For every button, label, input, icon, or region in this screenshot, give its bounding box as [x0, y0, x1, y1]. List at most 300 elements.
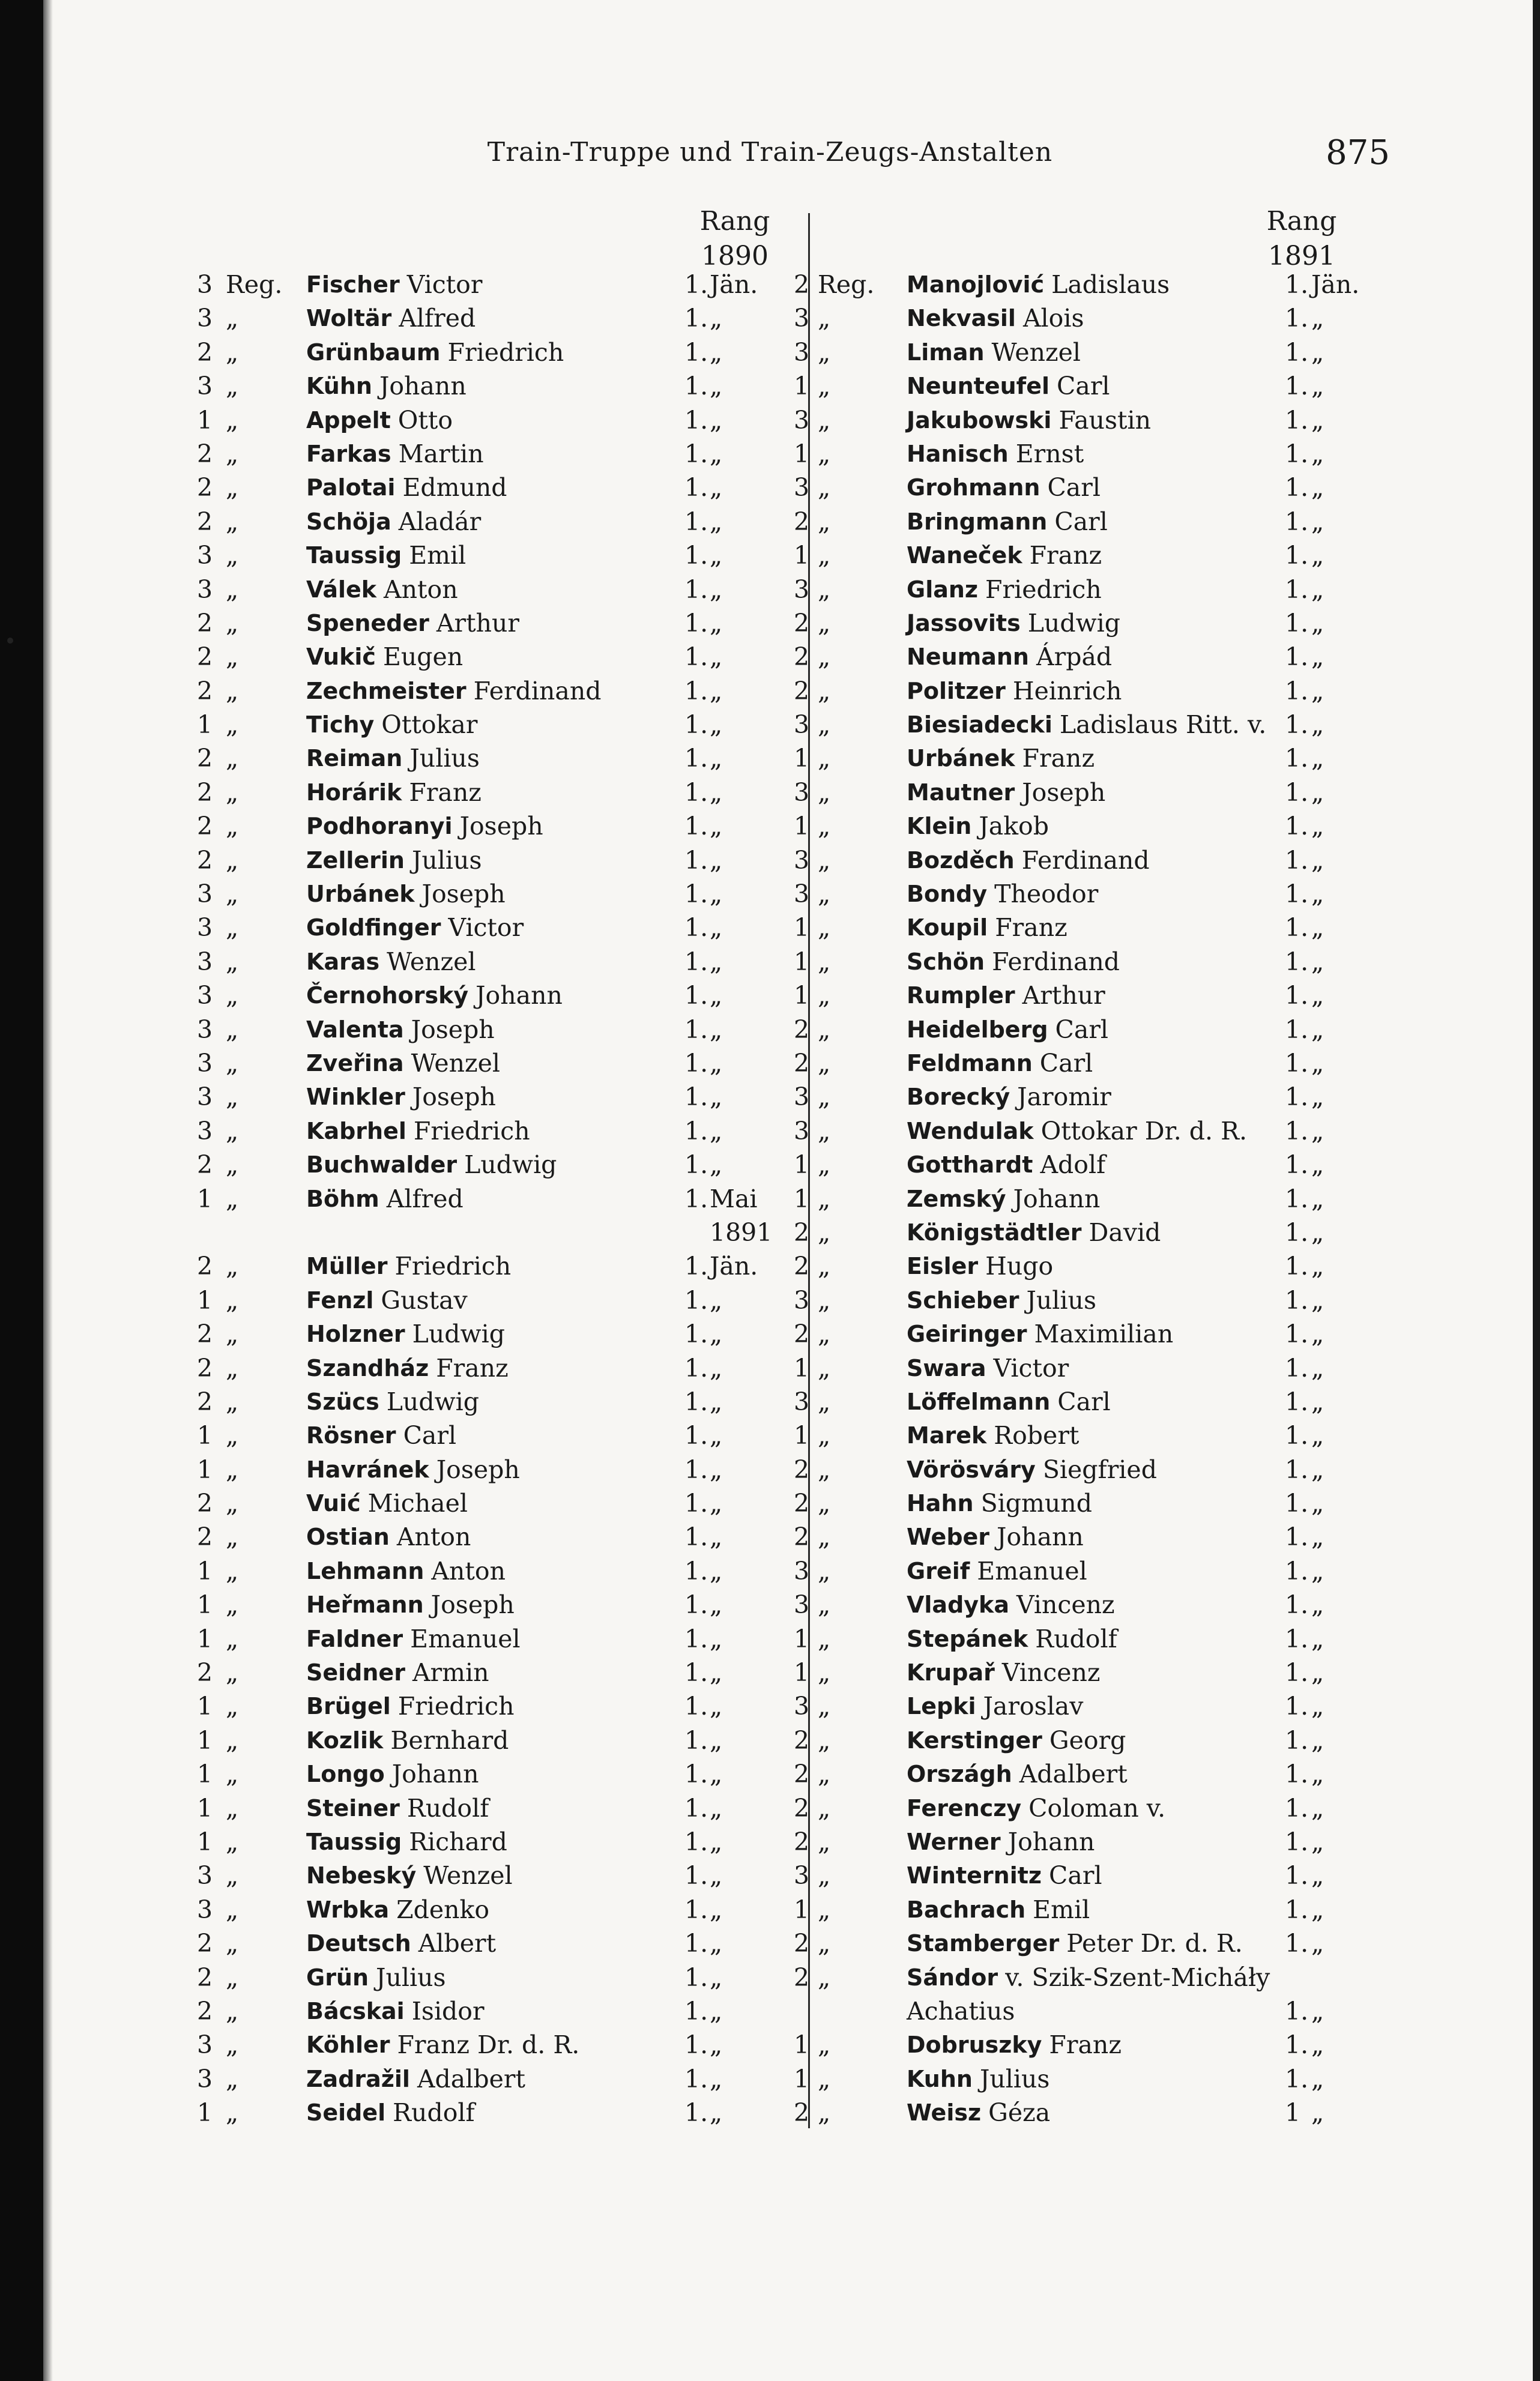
regiment-abbrev: „: [226, 913, 239, 943]
officer-given-name: Coloman v.: [1028, 1793, 1166, 1823]
officer-surname: Köhler: [306, 2032, 390, 2059]
rank-month: „: [1311, 1725, 1324, 1755]
regiment-abbrev: „: [818, 642, 831, 672]
regiment-abbrev: „: [818, 1184, 831, 1213]
rank-month: „: [1311, 1353, 1324, 1383]
officer-given-name: Anton: [396, 1522, 471, 1552]
officer-given-name: Julius: [1026, 1285, 1096, 1315]
officer-given-name: Alfred: [399, 304, 476, 333]
regiment-number: 1: [197, 1184, 213, 1213]
officer-given-name: Ernst: [1015, 439, 1084, 468]
officer-surname: Werner: [907, 1828, 1001, 1855]
regiment-number: 2: [794, 642, 810, 672]
officer-surname: Eisler: [907, 1253, 979, 1280]
rank-day: 1.: [684, 2030, 708, 2060]
officer-surname: Hahn: [907, 1490, 974, 1517]
regiment-abbrev: „: [226, 1285, 239, 1315]
rank-month: „: [710, 1556, 723, 1586]
officer-given-name: Edmund: [402, 473, 507, 502]
rank-day: 1.: [1285, 710, 1309, 740]
officer-surname: Wrbka: [306, 1896, 390, 1923]
regiment-abbrev: „: [818, 947, 831, 976]
regiment-abbrev: „: [818, 1421, 831, 1450]
regiment-number: 2: [197, 1252, 213, 1281]
officer-surname: Nekvasil: [907, 305, 1016, 332]
rank-month: „: [710, 608, 723, 638]
officer-given-name: Carl: [403, 1421, 457, 1450]
rank-month: „: [1311, 777, 1324, 807]
regiment-abbrev: „: [818, 1252, 831, 1281]
regiment-number: 1: [197, 1793, 213, 1823]
regiment-abbrev: „: [226, 473, 239, 502]
regiment-abbrev: „: [226, 2098, 239, 2128]
regiment-number: 1: [794, 1353, 810, 1383]
officer-surname: Bringmann: [907, 508, 1048, 535]
regiment-abbrev: „: [818, 575, 831, 604]
regiment-number: 1: [794, 744, 810, 773]
regiment-number: 2: [197, 1522, 213, 1552]
regiment-number: 2: [197, 777, 213, 807]
officer-surname: Taussig: [306, 1828, 402, 1855]
rank-day: 1.: [684, 507, 708, 536]
rank-month: „: [710, 1996, 723, 2026]
rank-month: „: [1311, 710, 1324, 740]
regiment-abbrev: „: [818, 1725, 831, 1755]
officer-surname: Faldner: [306, 1625, 403, 1652]
regiment-number: 2: [197, 744, 213, 773]
regiment-abbrev: „: [226, 710, 239, 740]
rank-day: 1.: [684, 1522, 708, 1552]
officer-given-name: v. Szik-Szent-Micháły: [1005, 1963, 1270, 1992]
regiment-number: 2: [197, 608, 213, 638]
officer-surname: Marek: [907, 1422, 987, 1449]
officer-given-name: Emanuel: [410, 1624, 521, 1653]
officer-given-name: Siegfried: [1042, 1455, 1157, 1484]
regiment-abbrev: „: [226, 541, 239, 570]
officer-surname: Zemský: [907, 1185, 1006, 1212]
rank-day: 1.: [1285, 981, 1309, 1010]
regiment-abbrev: „: [818, 1861, 831, 1891]
regiment-abbrev: „: [818, 2064, 831, 2093]
regiment-abbrev: „: [226, 1522, 239, 1552]
officer-surname: Vukič: [306, 644, 376, 671]
officer-given-name: Johann: [997, 1522, 1084, 1552]
rank-month: „: [710, 1590, 723, 1620]
regiment-number: 3: [197, 575, 213, 604]
rank-day: 1.: [1285, 676, 1309, 705]
rank-day: 1.: [684, 439, 708, 468]
rank-day: 1.: [684, 1320, 708, 1349]
officer-surname: Rumpler: [907, 982, 1015, 1009]
officer-surname: Biesiadecki: [907, 711, 1052, 738]
regiment-number: 2: [197, 845, 213, 875]
officer-surname: Jakubowski: [907, 406, 1052, 433]
officer-surname: Weisz: [907, 2099, 982, 2126]
officer-surname: Farkas: [306, 440, 391, 467]
regiment-number: 3: [794, 880, 810, 909]
officer-surname: Zveřina: [306, 1049, 404, 1076]
regiment-number: 1: [197, 405, 213, 435]
officer-given-name: Julius: [411, 845, 482, 875]
regiment-number: 3: [197, 1861, 213, 1891]
regiment-abbrev: „: [226, 575, 239, 604]
rank-day: 1.: [1285, 1489, 1309, 1518]
rank-month: „: [1311, 507, 1324, 536]
rank-day: 1.: [1285, 608, 1309, 638]
regiment-number: 3: [794, 1692, 810, 1721]
officer-surname: Goldfinger: [306, 914, 441, 941]
regiment-number: 3: [197, 2030, 213, 2060]
regiment-number: 2: [197, 1150, 213, 1180]
rank-day: 1.: [1285, 1150, 1309, 1180]
regiment-abbrev: „: [226, 744, 239, 773]
rank-month: „: [710, 304, 723, 333]
rank-day: 1.: [1285, 1285, 1309, 1315]
officer-surname: Buchwalder: [306, 1151, 457, 1178]
officer-given-name: Arthur: [1022, 981, 1105, 1010]
regiment-number: 2: [197, 1489, 213, 1518]
officer-surname: Mautner: [907, 779, 1015, 806]
rank-day: 1.: [1285, 405, 1309, 435]
regiment-number: 3: [197, 541, 213, 570]
officer-given-name: Carl: [1039, 1048, 1093, 1078]
officer-surname: Kozlik: [306, 1727, 384, 1754]
regiment-number: 3: [794, 1285, 810, 1315]
rank-month: „: [710, 541, 723, 570]
officer-given-name: Vincenz: [1001, 1658, 1101, 1688]
spine-gradient: [43, 0, 53, 2381]
regiment-abbrev: „: [226, 981, 239, 1010]
officer-surname: Schieber: [907, 1287, 1019, 1314]
regiment-number: 1: [197, 2098, 213, 2128]
officer-surname: Zechmeister: [306, 677, 467, 704]
officer-given-name: Julius: [409, 744, 480, 773]
regiment-abbrev: „: [818, 1827, 831, 1856]
rank-month: „: [710, 1658, 723, 1688]
officer-given-name: Faustin: [1058, 405, 1151, 435]
rank-day: 1.: [1285, 947, 1309, 976]
rank-month: „: [1311, 1048, 1324, 1078]
rank-month: „: [1311, 1387, 1324, 1416]
rank-day: 1.: [1285, 1082, 1309, 1112]
officer-given-name: Géza: [988, 2098, 1051, 2128]
officer-surname: Böhm: [306, 1185, 379, 1212]
rank-month: „: [710, 676, 723, 705]
rank-day: 1.: [1285, 1692, 1309, 1721]
rank-month: Jän.: [710, 1252, 758, 1281]
rank-month: „: [1311, 1895, 1324, 1924]
rank-month: „: [1311, 575, 1324, 604]
regiment-abbrev: „: [818, 372, 831, 401]
regiment-abbrev: „: [818, 1929, 831, 1958]
regiment-abbrev: „: [226, 1353, 239, 1383]
regiment-abbrev: „: [226, 1692, 239, 1721]
rank-day: 1.: [1285, 1320, 1309, 1349]
regiment-number: 3: [197, 947, 213, 976]
rank-day: 1.: [684, 372, 708, 401]
regiment-number: 1: [197, 1556, 213, 1586]
officer-given-name: Carl: [1047, 473, 1101, 502]
regiment-number: 2: [794, 1793, 810, 1823]
regiment-number: 3: [197, 1895, 213, 1924]
officer-given-name: Rudolf: [406, 1793, 489, 1823]
right-rang-label: Rang: [1266, 206, 1337, 237]
officer-surname: Černohorský: [306, 982, 469, 1009]
regiment-abbrev: „: [226, 1827, 239, 1856]
officer-surname: Válek: [306, 576, 377, 603]
rank-day: 1.: [1285, 642, 1309, 672]
regiment-number: 1: [794, 812, 810, 841]
regiment-abbrev: „: [226, 1793, 239, 1823]
officer-given-name: Carl: [1057, 372, 1110, 401]
rank-day: 1.: [684, 1827, 708, 1856]
rank-day: 1.: [1285, 304, 1309, 333]
officer-given-name: Franz: [1049, 2030, 1122, 2060]
officer-given-name: Joseph: [412, 1082, 496, 1112]
officer-surname: Waneček: [907, 542, 1022, 569]
regiment-abbrev: „: [818, 1895, 831, 1924]
rank-day: 1.: [684, 1861, 708, 1891]
regiment-abbrev: „: [226, 1048, 239, 1078]
officer-given-name: Adalbert: [417, 2064, 525, 2093]
regiment-number: 2: [794, 1760, 810, 1789]
rank-month: „: [710, 1760, 723, 1789]
rank-month: „: [1311, 1218, 1324, 1247]
rank-month: „: [710, 947, 723, 976]
officer-surname: Bachrach: [907, 1896, 1026, 1923]
officer-given-name: Franz Dr. d. R.: [397, 2030, 580, 2060]
rank-month: „: [710, 2098, 723, 2128]
officer-given-name: Adolf: [1040, 1150, 1106, 1180]
regiment-abbrev: „: [226, 1760, 239, 1789]
officer-given-name: Julius: [376, 1963, 446, 1992]
rank-day: 1.: [1285, 812, 1309, 841]
officer-given-name: Franz: [1022, 744, 1095, 773]
officer-surname: Ferenczy: [907, 1794, 1022, 1821]
regiment-number: 1: [197, 1692, 213, 1721]
officer-surname: Hanisch: [907, 440, 1009, 467]
rank-month: „: [1311, 1522, 1324, 1552]
officer-surname: Stamberger: [907, 1930, 1060, 1957]
officer-surname: Feldmann: [907, 1049, 1033, 1076]
rank-day: 1.: [684, 1150, 708, 1180]
officer-surname: Reiman: [306, 745, 403, 772]
officer-given-name: Vincenz: [1016, 1590, 1115, 1620]
rank-day: 1.: [1285, 1658, 1309, 1688]
officer-surname: Jassovits: [907, 609, 1021, 636]
regiment-abbrev: „: [818, 1218, 831, 1247]
regiment-abbrev: „: [818, 507, 831, 536]
rank-month: „: [1311, 1184, 1324, 1213]
officer-given-name: Victor: [993, 1353, 1069, 1383]
regiment-number: 3: [197, 981, 213, 1010]
regiment-abbrev: „: [818, 1963, 831, 1992]
regiment-abbrev: „: [226, 1015, 239, 1044]
regiment-number: 2: [794, 1929, 810, 1958]
rank-month: „: [1311, 608, 1324, 638]
rank-day: 1.: [684, 676, 708, 705]
officer-given-name: Ladislaus: [1051, 270, 1170, 299]
officer-given-name: Richard: [409, 1827, 507, 1856]
rank-month: „: [710, 1387, 723, 1416]
officer-given-name: Johann: [379, 372, 467, 401]
rank-day: 1.: [684, 913, 708, 943]
rank-day: 1.: [1285, 1048, 1309, 1078]
rank-month: „: [1311, 981, 1324, 1010]
regiment-number: 2: [197, 1353, 213, 1383]
regiment-abbrev: „: [226, 439, 239, 468]
regiment-abbrev: „: [226, 1658, 239, 1688]
regiment-abbrev: „: [226, 947, 239, 976]
rank-month: „: [710, 642, 723, 672]
regiment-number: 3: [197, 1015, 213, 1044]
rank-month: „: [1311, 1150, 1324, 1180]
regiment-number: 2: [794, 1218, 810, 1247]
regiment-abbrev: „: [226, 337, 239, 367]
regiment-abbrev: „: [226, 608, 239, 638]
rank-month: „: [710, 1320, 723, 1349]
regiment-abbrev: „: [818, 2030, 831, 2060]
officer-given-name: Theodor: [994, 880, 1099, 909]
rank-day: 1.: [684, 1455, 708, 1484]
officer-given-name: Friedrich: [413, 1116, 530, 1145]
rank-month: „: [1311, 947, 1324, 976]
officer-given-name: Wenzel: [411, 1048, 501, 1078]
rank-day: 1.: [1285, 507, 1309, 536]
officer-given-name: Franz: [1029, 541, 1102, 570]
regiment-abbrev: „: [226, 405, 239, 435]
regiment-number: 3: [197, 304, 213, 333]
officer-given-name: Michael: [367, 1489, 468, 1518]
rank-month: „: [1311, 2098, 1324, 2128]
regiment-abbrev: „: [226, 1116, 239, 1145]
rank-month: „: [710, 439, 723, 468]
officer-surname: Koupil: [907, 914, 988, 941]
rank-day: 1.: [1285, 1861, 1309, 1891]
rank-day: 1.: [1285, 337, 1309, 367]
regiment-abbrev: „: [818, 1522, 831, 1552]
officer-surname: Vuić: [306, 1490, 361, 1517]
regiment-abbrev: „: [226, 1861, 239, 1891]
regiment-number: 2: [197, 1929, 213, 1958]
regiment-abbrev: „: [226, 1590, 239, 1620]
officer-surname: Podhoranyi: [306, 813, 453, 840]
regiment-abbrev: „: [818, 1692, 831, 1721]
officer-surname: Bácskai: [306, 1997, 405, 2024]
officer-surname: Horárik: [306, 779, 402, 806]
rank-day: 1.: [1285, 845, 1309, 875]
regiment-number: 2: [794, 1963, 810, 1992]
right-rang-header: [1254, 204, 1350, 274]
officer-surname: Palotai: [306, 474, 396, 501]
rank-day: 1.: [684, 1929, 708, 1958]
officer-given-name: Emil: [1033, 1895, 1090, 1924]
regiment-number: 1: [794, 913, 810, 943]
rank-month: „: [1311, 1455, 1324, 1484]
officer-given-name: Jakob: [979, 812, 1049, 841]
left-rang-header: [687, 204, 783, 274]
officer-surname: Krupař: [907, 1659, 995, 1686]
regiment-abbrev: „: [818, 880, 831, 909]
officer-surname: Löffelmann: [907, 1388, 1051, 1415]
rank-day: 1.: [684, 1116, 708, 1145]
officer-given-name: Ludwig: [386, 1387, 480, 1416]
officer-surname: Karas: [306, 948, 380, 975]
rank-month: „: [1311, 1252, 1324, 1281]
rank-month: „: [710, 337, 723, 367]
rank-month: „: [1311, 2030, 1324, 2060]
regiment-abbrev: „: [226, 1150, 239, 1180]
officer-surname: Dobruszky: [907, 2032, 1042, 2059]
officer-surname: Nebeský: [306, 1862, 417, 1889]
regiment-number: 2: [197, 337, 213, 367]
officer-surname: Fenzl: [306, 1287, 374, 1314]
rank-month: „: [710, 575, 723, 604]
rank-day: 1.: [1285, 744, 1309, 773]
rank-month: „: [1311, 1692, 1324, 1721]
regiment-number: 1: [197, 710, 213, 740]
regiment-abbrev: „: [818, 304, 831, 333]
regiment-abbrev: „: [226, 1184, 239, 1213]
officer-given-name: Peter Dr. d. R.: [1066, 1929, 1243, 1958]
regiment-number: 2: [197, 1658, 213, 1688]
officer-given-name: Joseph: [421, 880, 506, 909]
rank-month: „: [1311, 913, 1324, 943]
rank-day: 1.: [1285, 1252, 1309, 1281]
regiment-number: 1: [794, 439, 810, 468]
rank-day: 1.: [1285, 2064, 1309, 2093]
officer-given-name: Heinrich: [1012, 676, 1122, 705]
officer-given-name: Franz: [409, 777, 482, 807]
officer-given-name: Friedrich: [985, 575, 1102, 604]
rank-month: „: [1311, 1929, 1324, 1958]
regiment-number: 2: [794, 1522, 810, 1552]
margin-speck: [7, 638, 13, 644]
rank-month: „: [710, 1827, 723, 1856]
regiment-abbrev: „: [226, 642, 239, 672]
officer-given-name: Rudolf: [1035, 1624, 1117, 1653]
regiment-abbrev: „: [818, 337, 831, 367]
regiment-number: 3: [794, 304, 810, 333]
officer-given-name: Johann: [391, 1760, 479, 1789]
rank-day: 1.: [684, 845, 708, 875]
rank-day: 1.: [684, 2064, 708, 2093]
rank-day: 1.: [1285, 270, 1309, 299]
rank-day: 1.: [1285, 1353, 1309, 1383]
officer-surname: Tichy: [306, 711, 375, 738]
rank-month: „: [710, 1963, 723, 1992]
officer-surname: Glanz: [907, 576, 979, 603]
officer-given-name: Martin: [398, 439, 484, 468]
regiment-abbrev: „: [818, 1489, 831, 1518]
rank-day: 1.: [684, 981, 708, 1010]
officer-surname: Grohmann: [907, 474, 1040, 501]
officer-given-name: Isidor: [411, 1996, 485, 2026]
officer-surname: Heidelberg: [907, 1016, 1048, 1043]
officer-surname: Fischer: [306, 271, 400, 298]
regiment-abbrev: „: [226, 676, 239, 705]
officer-surname: Müller: [306, 1253, 388, 1280]
officer-given-name: Jaroslav: [983, 1692, 1084, 1721]
regiment-number: 3: [197, 1116, 213, 1145]
officer-given-name: Friedrich: [397, 1692, 515, 1721]
officer-given-name: Emil: [409, 541, 467, 570]
officer-surname: Holzner: [306, 1321, 405, 1348]
rank-day: 1.: [684, 1725, 708, 1755]
regiment-abbrev: „: [226, 1556, 239, 1586]
regiment-number: 1: [197, 1760, 213, 1789]
regiment-abbrev: Reg.: [818, 270, 875, 299]
